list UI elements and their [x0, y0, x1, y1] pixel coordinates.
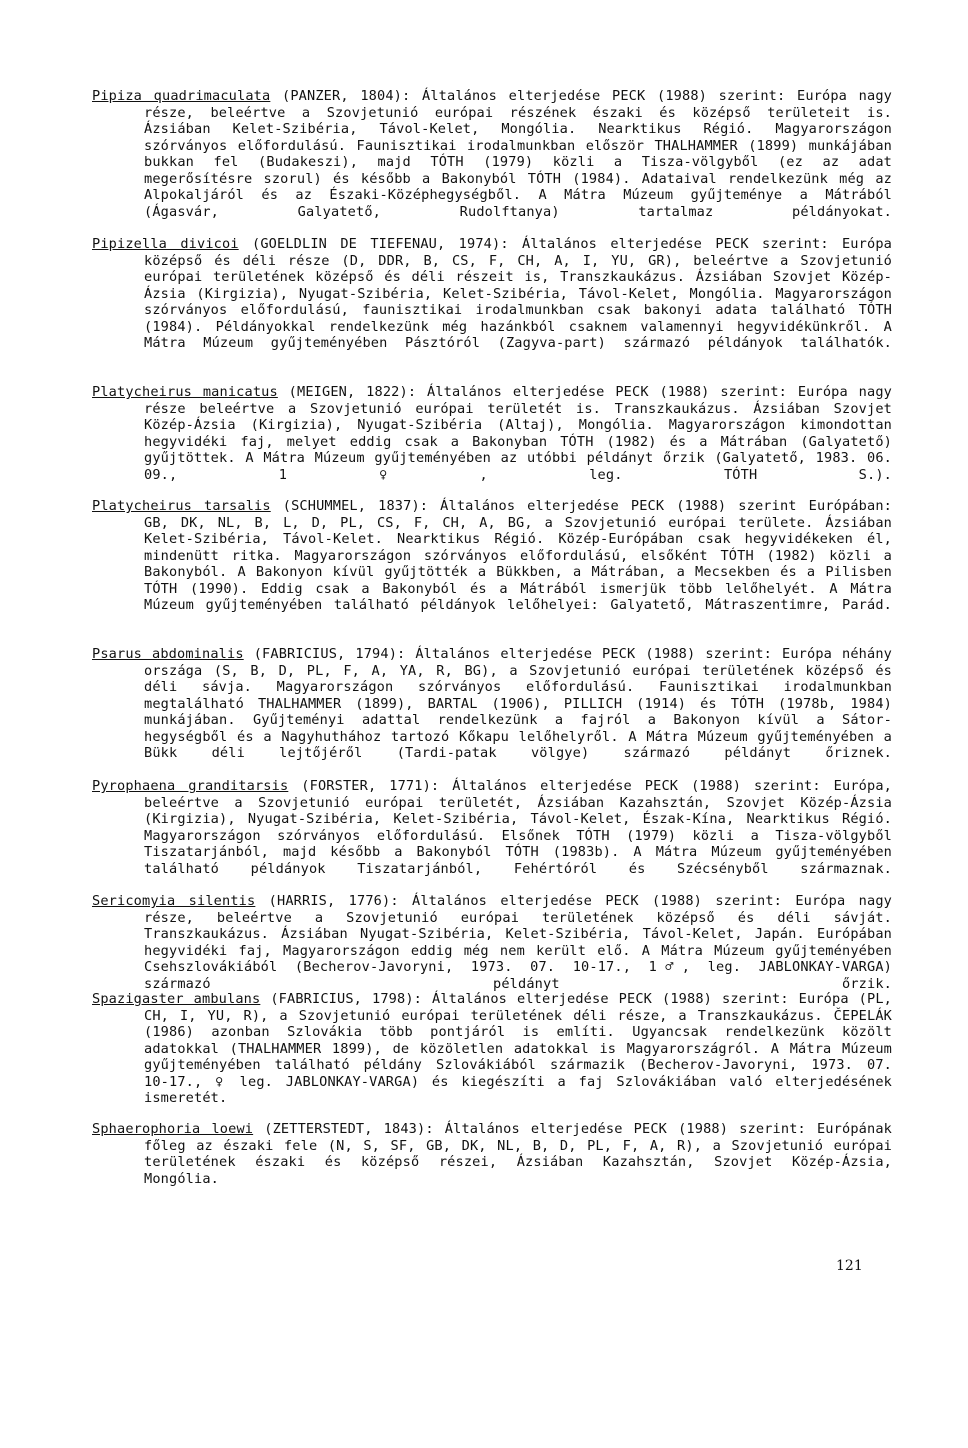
species-description: (FORSTER, 1771): Általános elterjedése PECK (1988) szerint: Európa, beleértve a Szovjetunió európai területét, Ázsiában Kazahsztán, Szovjet Közép-Ázsia (Kirgizia), Nyugat-Szibéria, Kelet-Szibéria, Távol-Kelet, Észak-Kína, Nearktikus Régió. Magyarországon szórványos előfordulású. Elsőnek TÓTH (1979) közli a Tisza-völgyből Tiszatarjánból, majd később a Bakonyból TÓTH (1983b). A Mátra Múzeum gyűjteményében található példányok Tiszatarjánból, Fehértóról és Szécsényből származnak. — [144, 778, 893, 877]
page-number: 121 — [836, 1258, 863, 1274]
species-entry-pyrophaena-granditarsis — [92, 778, 892, 894]
species-name: Spazigaster ambulans — [92, 991, 261, 1007]
species-description: (SCHUMMEL, 1837): Általános elterjedése PECK (1988) szerint Európában: GB, DK, NL, B, L, D, PL, CS, F, CH, A, BG, a Szovjetunió európai területe. Ázsiában Kelet-Szibéria, Távol-Kelet. Nearktikus Régió. Közép-Európában csak hegyvidékeken él, mindenütt ritka. Magyarországon szórványos előfordulású, elsőként TÓTH (1982) közli a Bakonyból. A Bakonyon kívül gyűjtötték a Bükkben, a Mátrában, a Mecsekben és a Pilisben TÓTH (1990). Eddig csak a Bakonyból és a Mátrából ismerjük több lelőhelyét. A Mátra Múzeum gyűjteményében található példányok lelőhelyei: Galyatető, Mátraszentimre, Parád. — [144, 498, 892, 613]
species-name: Platycheirus tarsalis — [92, 498, 271, 514]
species-entry-platycheirus-manicatus — [92, 384, 892, 500]
species-description: (FABRICIUS, 1798): Általános elterjedése PECK (1988) szerint: Európa (PL, CH, I, YU, R), a Szovjetunió európai területének déli része, a Transzkaukázus. ČEPELÁK (1986) azonban Szlovákia több pontjáról is említi. Ugyancsak rendelkezünk közölt adatokkal (THALHAMMER 1899), de közöletlen adatokkal is Magyarországról. A Mátra Múzeum gyűjteményében található példány Szlovákiából származik (Becherov-Javoryni, 1973. 07. 10-17., ♀ leg. JABLONKAY-VARGA) és kiegészíti a faj Szlovákiában való elterjedésének ismeretét. — [144, 991, 892, 1106]
species-description: (MEIGEN, 1822): Általános elterjedése PECK (1988) szerint: Európa nagy része beleértve a Szovjetunió európai területét is. Transzkaukázus. Ázsiában Szovjet Közép-Ázsia (Kirgizia), Nyugat-Szibéria (Altaj), Mongólia. Magyarországon kimondottan hegyvidéki faj, melyet eddig csak a Bakonyban TÓTH (1982) és a Mátrában (Galyatető) gyűjtöttek. A Mátra Múzeum gyűjteményében az utóbbi példányt őrzik (Galyatető, 1983. 06. 09., 1♀, leg. TÓTH S.). — [144, 384, 892, 483]
species-name: Platycheirus manicatus — [92, 384, 278, 400]
species-name: Psarus abdominalis — [92, 646, 244, 662]
species-entry-pipiza-quadrimaculata — [92, 88, 892, 237]
species-name: Pipiza quadrimaculata — [92, 88, 271, 104]
species-description: (PANZER, 1804): Általános elterjedése PECK (1988) szerint: Európa nagy része, beleértve a Szovjetunió európai részének északi és középső területeit is. Ázsiában Kelet-Szibéria, Távol-Kelet, Mongólia. Nearktikus Régió. Magyarországon szórványos előfordulású. Faunisztikai irodalmunkban először THALHAMMER (1899) munkájában bukkan fel (Budakeszi), majd TÓTH (1979) közli a Tisza-völgyből (ez az adat megerősítésre szorul) és később a Bakonyból TÓTH (1984). Adataival rendelkezünk még az Alpokaljáról és az Északi-Középhegységből. A Mátra Múzeum gyűjteménye a Mátrából (Ágasvár, Galyatető, Rudolftanya) tartalmaz példányokat. — [144, 88, 892, 220]
species-entry-platycheirus-tarsalis — [92, 498, 892, 630]
species-entry-psarus-abdominalis — [92, 646, 892, 778]
species-description: (HARRIS, 1776): Általános elterjedése PECK (1988) szerint: Európa nagy része, beleértve a Szovjetunió európai területének középső és déli sávját. Transzkaukázus. Ázsiában Nyugat-Szibéria, Kelet-Szibéria, Távol-Kelet, Japán. Európában hegyvidéki faj, Magyarországon eddig még nem került elő. A Mátra Múzeum gyűjteményében Csehszlovákiából (Becherov-Javoryni, 1973. 07. 10-17., 1♂, leg. JABLONKAY-VARGA) származó példányt őrzik. — [144, 893, 892, 992]
species-name: Pipizella divicoi — [92, 236, 239, 252]
species-description: (FABRICIUS, 1794): Általános elterjedése PECK (1988) szerint: Európa néhány országa (S, B, D, PL, F, A, YA, R, BG), a Szovjetunió európai területének középső és déli sávja. Magyarországon szórványos előfordulású. Faunisztikai irodalmunkban megtalálható THALHAMMER (1899), BARTAL (1906), PILLICH (1914) és TÓTH (1978b, 1984) munkájában. Gyűjteményi adattal rendelkezünk a fajról a Bakonyon kívül a Sátor-hegységből és a Nagyhuthához tartozó Kőkapu lelőhelyről. A Mátra Múzeum gyűjteményében a Bükk déli lejtőjéről (Tardi-patak völgye) származó példányt őriznek. — [144, 646, 893, 761]
species-description: (GOELDLIN DE TIEFENAU, 1974): Általános elterjedése PECK szerint: Európa középső és déli része (D, DDR, B, CS, F, CH, A, I, YU, GR), beleértve a Szovjetunió európai területének középső és déli részeit is, Transzkaukázus. Ázsiában Szovjet Közép-Ázsia (Kirgizia), Nyugat-Szibéria, Kelet-Szibéria, Távol-Kelet, Mongólia. Magyarországon szórványos előfordulású, faunisztikai irodalmunkban csak bakonyi adata található TÓTH (1984). Példányokkal rendelkezünk még hazánkból csaknem valamennyi hegyvidékünkről. A Mátra Múzeum gyűjteményében Pásztóról (Zagyva-part) származó példányok találhatók. — [144, 236, 892, 351]
species-entry-pipizella-divicoi — [92, 236, 892, 368]
species-entry-sphaerophoria-loewi — [92, 1121, 892, 1204]
species-description: (ZETTERSTEDT, 1843): Általános elterjedése PECK (1988) szerint: Európának főleg az északi fele (N, S, SF, GB, DK, NL, B, D, PL, F, A, R), a Szovjetunió európai területének északi és középső részei, Ázsiában Kazahsztán, Szovjet Közép-Ázsia, Mongólia. — [144, 1121, 892, 1187]
species-name: Pyrophaena granditarsis — [92, 778, 289, 794]
species-name: Sericomyia silentis — [92, 893, 256, 909]
species-entry-spazigaster-ambulans — [92, 991, 892, 1123]
species-name: Sphaerophoria loewi — [92, 1121, 254, 1137]
